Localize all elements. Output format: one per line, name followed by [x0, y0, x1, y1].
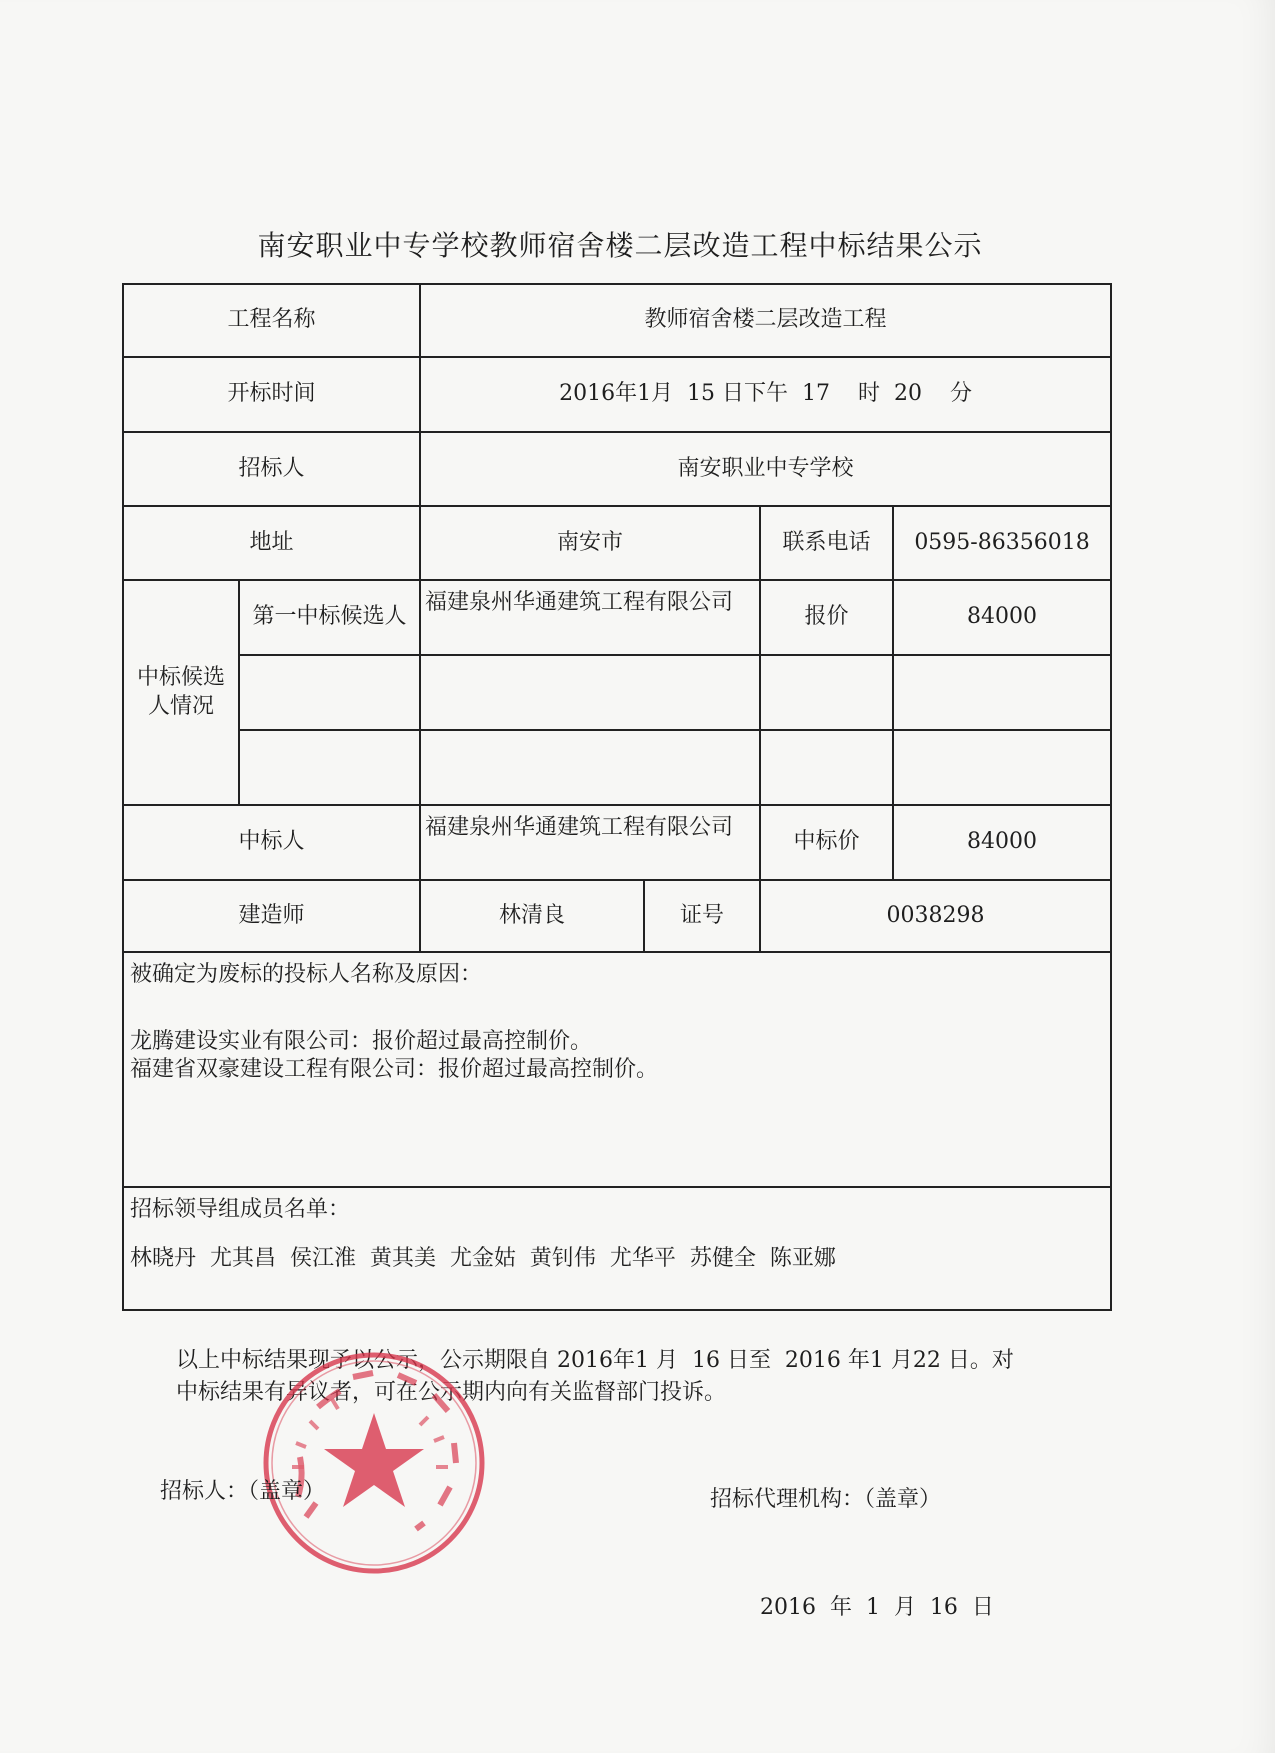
row-leaders: [123, 1187, 1111, 1310]
empty-cell: [893, 730, 1111, 805]
row-project-name: [123, 284, 1111, 357]
invalid-bid-item: 福建省双豪建设工程有限公司：报价超过最高控制价。: [130, 1057, 659, 1083]
leaders-title: 招标领导组成员名单：: [130, 1197, 351, 1222]
row-second-candidate: [123, 655, 1111, 730]
empty-cell: [893, 655, 1111, 730]
row-third-candidate: [123, 730, 1111, 805]
row-address: [123, 506, 1111, 580]
row-invalid-bids: [123, 952, 1111, 1187]
notice-line: 以上中标结果现予以公示，公示期限自 2016年1 月 16 日至 2016 年1 月22 日。对: [176, 1348, 1014, 1373]
builder-label: 建造师: [123, 880, 420, 952]
page-title: 南安职业中专学校教师宿舍楼二层改造工程中标结果公示: [257, 229, 983, 262]
agency-signature: 招标代理机构：（盖章）: [710, 1487, 942, 1512]
address-label: 地址: [123, 506, 420, 580]
quote-value: 84000: [893, 580, 1111, 655]
winner-value: 福建泉州华通建筑工程有限公司: [420, 805, 760, 880]
row-winner: [123, 805, 1111, 880]
phone-label: 联系电话: [760, 506, 893, 580]
row-builder: [123, 880, 1111, 952]
invalid-bids-block: [123, 952, 1111, 1187]
cert-label: 证号: [644, 880, 760, 952]
empty-cell: [760, 730, 893, 805]
leaders-block: [123, 1187, 1111, 1310]
quote-label: 报价: [760, 580, 893, 655]
cert-value: 0038298: [760, 880, 1111, 952]
empty-cell: [420, 655, 760, 730]
tenderer-value: 南安职业中专学校: [420, 432, 1111, 506]
open-time-value: 2016年1月 15 日下午 17 时 20 分: [420, 357, 1111, 432]
leaders-list: 林晓丹 尤其昌 侯江淮 黄其美 尤金姑 黄钊伟 尤华平 苏健全 陈亚娜: [130, 1245, 836, 1271]
first-candidate-value: 福建泉州华通建筑工程有限公司: [420, 580, 760, 655]
invalid-bids-title: 被确定为废标的投标人名称及原因：: [130, 962, 483, 987]
result-table: [122, 283, 1112, 1311]
project-name-value: 教师宿舍楼二层改造工程: [420, 284, 1111, 357]
official-seal-icon: [258, 1347, 490, 1579]
row-open-time: [123, 357, 1111, 432]
tenderer-signature: 招标人：（盖章）: [160, 1479, 326, 1504]
tenderer-label: 招标人: [123, 432, 420, 506]
empty-cell: [420, 730, 760, 805]
notice-line: 中标结果有异议者，可在公示期内向有关监督部门投诉。: [176, 1379, 727, 1405]
empty-cell: [239, 655, 420, 730]
empty-cell: [239, 730, 420, 805]
row-first-candidate: [123, 580, 1111, 655]
issue-date: 2016 年 1 月 16 日: [760, 1595, 994, 1620]
address-value: 南安市: [420, 506, 760, 580]
winner-label: 中标人: [123, 805, 420, 880]
first-candidate-label: 第一中标候选人: [239, 580, 420, 655]
phone-value: 0595-86356018: [893, 506, 1111, 580]
invalid-bid-item: 龙腾建设实业有限公司：报价超过最高控制价。: [130, 1028, 593, 1054]
empty-cell: [760, 655, 893, 730]
open-time-label: 开标时间: [123, 357, 420, 432]
candidates-label: 中标候选人情况: [123, 580, 239, 805]
project-name-label: 工程名称: [123, 284, 420, 357]
winning-price-value: 84000: [893, 805, 1111, 880]
winning-price-label: 中标价: [760, 805, 893, 880]
builder-value: 林清良: [420, 880, 644, 952]
row-tenderer: [123, 432, 1111, 506]
